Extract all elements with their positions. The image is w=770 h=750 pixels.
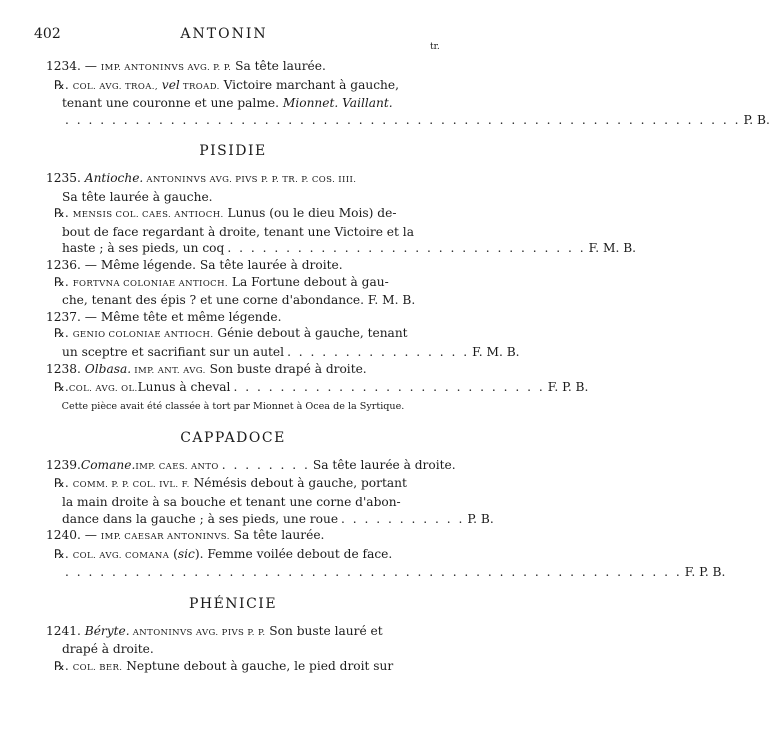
entry-1234-reverse: ℞. COL. AVG. TROA., vel TROAD. Victoire marchant à gauche, [54,77,399,92]
entry-1237-reverse-cont: un sceptre et sacrifiant sur un autel . . . . . . . . . . . . . . . . F. M. B. [62,344,520,359]
entry-1239-reverse: ℞. COMM. P. P. COL. IVL. F. Némésis debout à gauche, portant [54,476,407,491]
entry-1236-obverse: 1236. — Même légende. Sa tête laurée à droite. [46,257,343,272]
entry-1236-reverse: ℞. FORTVNA COLONIAE ANTIOCH. La Fortune debout à gau- [54,274,389,289]
entry-1234-size: . . . . . . . . . . . . . . . . . . . . . . . . . . . . . . . . . . . . . . . . . . . . . . . . . . . . . . . . . . P. B. [65,112,770,127]
dot-leader: . . . . . . . . . . . . . . . . . . . . . . . . . . . . . . . . . . . . . . . . . . . . . . . . . . . . . [65,565,682,580]
dot-leader: . . . . . . . . [221,457,310,472]
entry-1234-reverse-cont: tenant une couronne et une palme. Mionnet. Vaillant. [62,96,393,111]
page-number: 402 [34,26,61,42]
entry-1235-reverse: ℞. MENSIS COL. CAES. ANTIOCH. Lunus (ou le dieu Mois) de- [54,206,397,221]
page-header [34,26,414,46]
entry-1235-reverse-cont: bout de face regardant à droite, tenant une Victoire et la [62,224,414,239]
dot-leader: . . . . . . . . . . . . . . . . [287,344,470,359]
entry-1238-obverse: 1238. Olbasa. IMP. ANT. AVG. Son buste drapé à droite. [46,361,367,376]
entry-1240-size: . . . . . . . . . . . . . . . . . . . . . . . . . . . . . . . . . . . . . . . . . . . . . . . . . . . . . F. P. B. [65,565,726,580]
entry-1241-reverse: ℞. COL. BER. Neptune debout à gauche, le pied droit sur [54,658,394,673]
dot-leader: . . . . . . . . . . . . . . . . . . . . . . . . . . . [233,380,545,395]
entry-1237-reverse: ℞. GENIO COLONIAE ANTIOCH. Génie debout à gauche, tenant [54,326,408,341]
dot-leader: . . . . . . . . . . . . . . . . . . . . . . . . . . . . . . . [227,241,586,256]
entry-1241-obverse-cont: drapé à droite. [62,642,154,657]
dot-leader: . . . . . . . . . . . . . . . . . . . . . . . . . . . . . . . . . . . . . . . . . . . . . . . . . . . . . . . . . . [65,112,741,127]
entry-1234-obverse: 1234. — IMP. ANTONINVS AVG. P. P. Sa tête laurée. [46,59,326,73]
entry-1238-note: Cette pièce avait été classée à tort par Mionnet à Ocea de la Syrtique. [61,400,405,412]
entry-1236-reverse-cont: che, tenant des épis ? et une corne d'abondance. F. M. B. [62,293,416,308]
entry-1240-obverse: 1240. — IMP. CAESAR ANTONINVS. Sa tête laurée. [46,528,325,543]
section-heading-cappadoce: CAPPADOCE [180,430,286,447]
section-heading-phenicie: PHÉNICIE [188,596,278,613]
entry-1235-obverse: 1235. Antioche. ANTONINVS AVG. PIVS P. P. TR. P. COS. IIII. [46,170,357,185]
entry-1239-reverse-end: dance dans la gauche ; à ses pieds, une roue . . . . . . . . . . . P. B. [62,511,494,526]
entry-1241-obverse: 1241. Béryte. ANTONINVS AVG. PIVS P. P. Son buste lauré et [46,623,383,638]
catalogue-content [46,58,770,676]
margin-note: tr. [430,42,440,52]
running-title: ANTONIN [180,26,268,42]
entry-1235-obverse-cont: Sa tête laurée à gauche. [62,189,213,204]
entry-1239-obverse: 1239. Comane. IMP. CAES. ANTO . . . . . . . . Sa tête laurée à droite. [46,457,456,472]
entry-1237-obverse: 1237. — Même tête et même légende. [46,309,282,324]
entry-1240-reverse: ℞. COL. AVG. COMANA (sic). Femme voilée debout de face. [54,546,393,561]
entry-1235-reverse-end: haste ; à ses pieds, un coq . . . . . . . . . . . . . . . . . . . . . . . . . . . . . . . F. M. B. [62,241,637,256]
entry-1239-reverse-cont: la main droite à sa bouche et tenant une corne d'abon- [62,495,401,510]
entry-1238-reverse: ℞. COL. AVG. OL. Lunus à cheval . . . . . . . . . . . . . . . . . . . . . . . . . . . F. P. B. [54,380,589,395]
section-heading-pisidie: PISIDIE [199,143,267,160]
dot-leader: . . . . . . . . . . . [341,511,465,526]
